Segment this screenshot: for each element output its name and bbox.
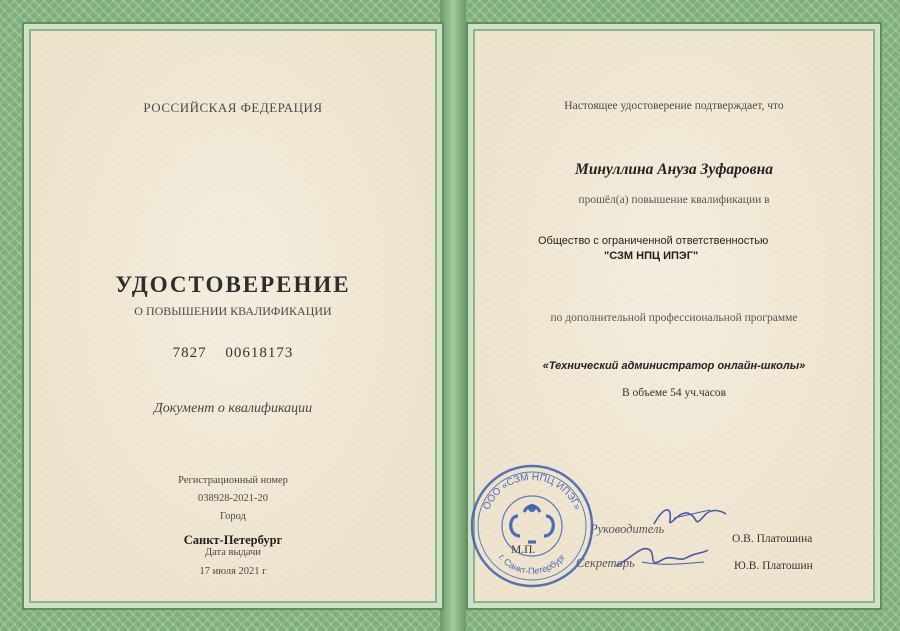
certificate-title: УДОСТОВЕРЕНИЕ xyxy=(115,272,351,297)
svg-text:г. Санкт-Петербург xyxy=(497,552,568,576)
head-name: О.В. Платошина xyxy=(732,533,813,545)
seal-text-bottom: г. Санкт-Петербург xyxy=(496,552,568,577)
organization-line-2: "СЗМ НПЦ ИПЭГ" xyxy=(604,250,699,262)
certificate-number: 7827 00618173 xyxy=(172,345,294,361)
program-intro: по дополнительной профессиональной программе xyxy=(550,312,798,324)
intro-text: Настоящее удостоверение подтверждает, что xyxy=(564,100,784,112)
organization-seal xyxy=(468,462,596,590)
seal-text-top: ООО «СЗМ НПЦ ИПЭГ» xyxy=(481,471,583,512)
organization-line-1: Общество с ограниченной ответственностью xyxy=(538,235,769,247)
left-page xyxy=(22,22,444,610)
secretary-name: Ю.В. Платошин xyxy=(734,560,813,572)
head-role: Руководитель xyxy=(590,522,665,536)
document-type: Документ о квалификации xyxy=(153,401,313,416)
secretary-role: Секретарь xyxy=(576,556,635,570)
city-label: Город xyxy=(220,511,246,522)
city-value: Санкт-Петербург xyxy=(183,533,283,547)
registration-number: 038928-2021-20 xyxy=(198,493,268,504)
secretary-signature xyxy=(612,540,712,574)
program-name: «Технический администратор онлайн-школы» xyxy=(542,360,806,372)
issue-date-label: Дата выдачи xyxy=(204,547,262,558)
registration-label: Регистрационный номер xyxy=(178,475,288,486)
passed-text: прошёл(а) повышение квалификации в xyxy=(578,194,770,206)
country-heading: РОССИЙСКАЯ ФЕДЕРАЦИЯ xyxy=(143,100,323,115)
issue-date: 17 июля 2021 г xyxy=(199,566,267,577)
program-volume: В объеме 54 уч.часов xyxy=(621,387,727,399)
holder-name: Минуллина Ануза Зуфаровна xyxy=(575,161,773,178)
head-signature xyxy=(650,500,730,534)
certificate-subtitle: О ПОВЫШЕНИИ КВАЛИФИКАЦИИ xyxy=(134,304,332,318)
seal-mark: М.П. xyxy=(511,544,536,556)
